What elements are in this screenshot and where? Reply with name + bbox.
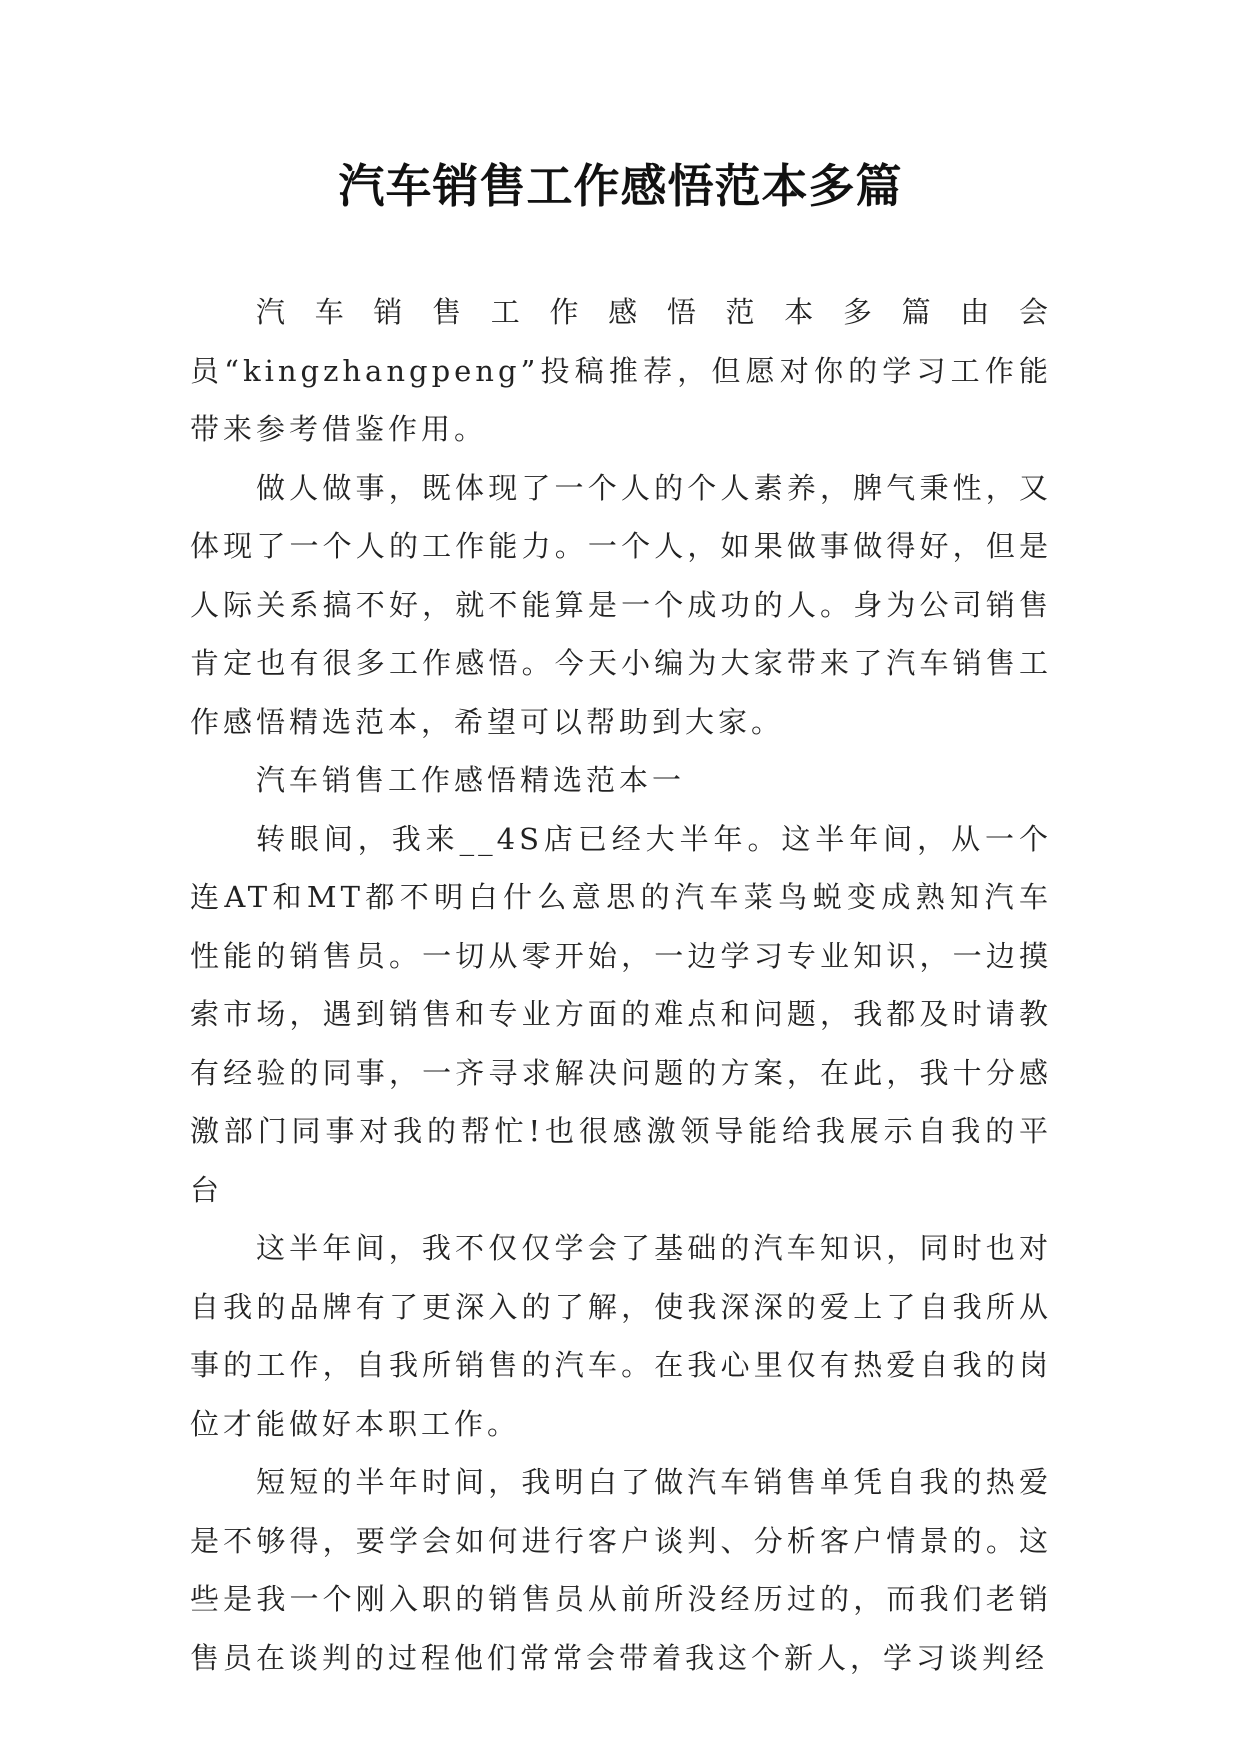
section-heading: 汽车销售工作感悟精选范本一 [256,763,686,797]
paragraph-body-3: 短短的半年时间，我明白了做汽车销售单凭自我的热爱是不够得，要学会如何进行客户谈判、分析客户情景的。这些是我一个刚入职的销售员从前所没经历过的，而我们老销售员在谈判的过程他们常常会带着我这个新人，学习谈判经 [190,1465,1052,1675]
paragraph-body-2: 这半年间，我不仅仅学会了基础的汽车知识，同时也对自我的品牌有了更深入的了解，使我深深的爱上了自我所从事的工作，自我所销售的汽车。在我心里仅有热爱自我的岗位才能做好本职工作。 [190,1231,1052,1441]
paragraph-body-1: 转眼间，我来__4S店已经大半年。这半年间，从一个连AT和MT都不明白什么意思的汽车菜鸟蜕变成熟知汽车性能的销售员。一切从零开始，一边学习专业知识，一边摸索市场，遇到销售和专业方面的难点和问题，我都及时请教有经验的同事，一齐寻求解决问题的方案，在此，我十分感激部门同事对我的帮忙!也很感激领导能给我展示自我的平台 [190,821,1052,1207]
document-body [190,283,1052,1687]
paragraph-intro: 汽车销售工作感悟范本多篇由会员“kingzhangpeng”投稿推荐，但愿对你的学习工作能带来参考借鉴作用。 [190,295,1052,446]
document-title: 汽车销售工作感悟范本多篇 [338,159,903,213]
paragraph-preface: 做人做事，既体现了一个人的个人素养，脾气秉性，又体现了一个人的工作能力。一个人，如果做事做得好，但是人际关系搞不好，就不能算是一个成功的人。身为公司销售肯定也有很多工作感悟。今天小编为大家带来了汽车销售工作感悟精选范本，希望可以帮助到大家。 [190,470,1052,739]
